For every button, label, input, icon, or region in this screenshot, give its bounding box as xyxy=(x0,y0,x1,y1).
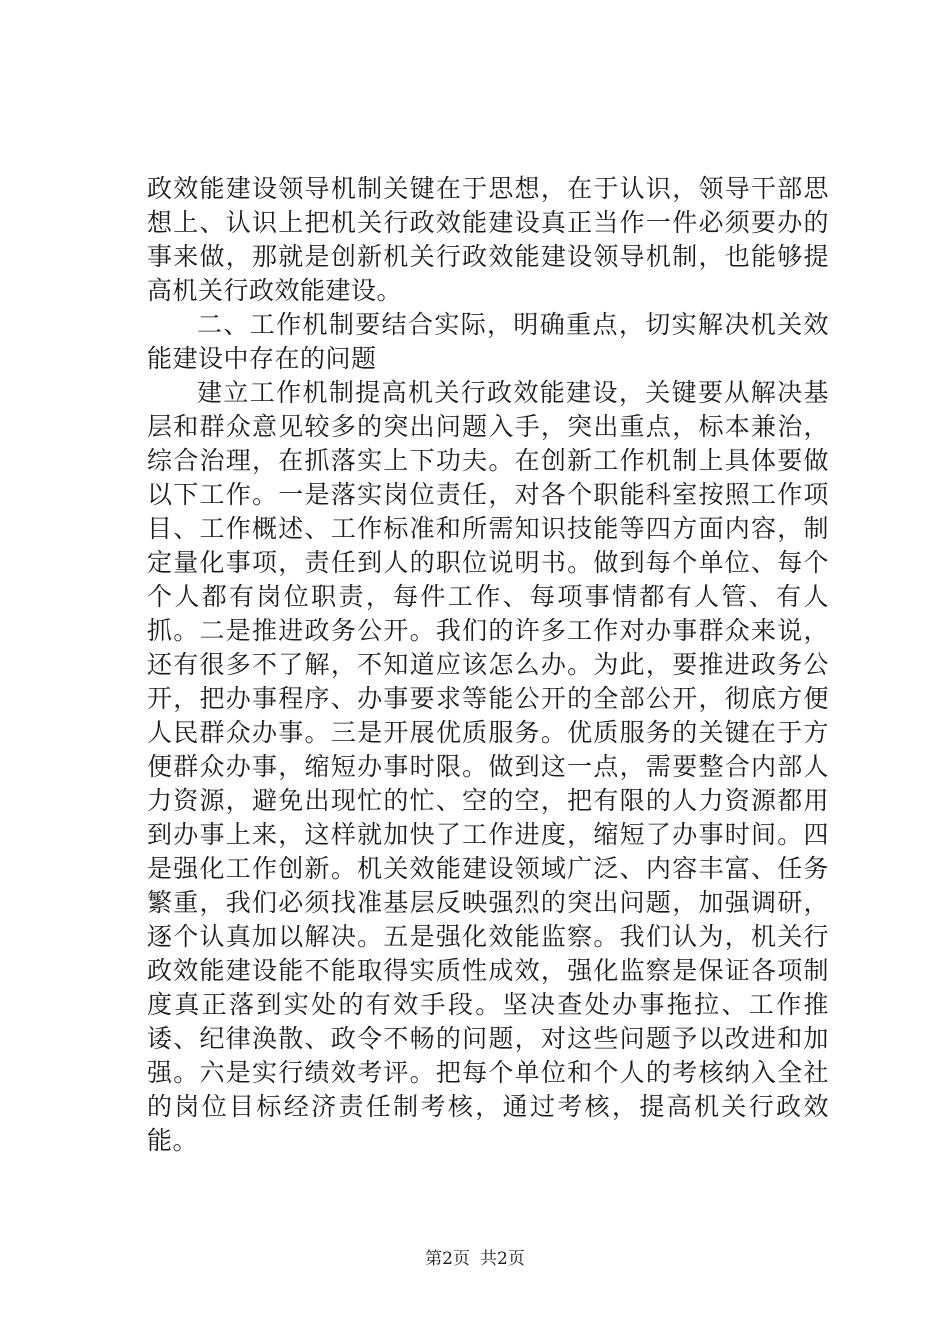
document-body xyxy=(147,172,829,1158)
section-heading: 二、工作机制要结合实际，明确重点，切实解决机关效能建设中存在的问题 xyxy=(147,310,829,373)
paragraph-work-mechanism: 建立工作机制提高机关行政效能建设，关键要从解决基层和群众意见较多的突出问题入手，突出重点，标本兼治，综合治理，在抓落实上下功夫。在创新工作机制上具体要做以下工作。一是落实岗位责任，对各个职能科室按照工作项目、工作概述、工作标准和所需知识技能等四方面内容，制定量化事项，责任到人的职位说明书。做到每个单位、每个个人都有岗位职责，每件工作、每项事情都有人管、有人抓。二是推进政务公开。我们的许多工作对办事群众来说，还有很多不了解，不知道应该怎么办。为此，要推进政务公开，把办事程序、办事要求等能公开的全部公开，彻底方便人民群众办事。三是开展优质服务。优质服务的关键在于方便群众办事，缩短办事时限。做到这一点，需要整合内部人力资源，避免出现忙的忙、空的空，把有限的人力资源都用到办事上来，这样就加快了工作进度，缩短了办事时间。四是强化工作创新。机关效能建设领域广泛、内容丰富、任务繁重，我们必须找准基层反映强烈的突出问题，加强调研，逐个认真加以解决。五是强化效能监察。我们认为，机关行政效能建设能不能取得实质性成效，强化监察是保证各项制度真正落到实处的有效手段。坚决查处办事拖拉、工作推诿、纪律涣散、政令不畅的问题，对这些问题予以改进和加强。六是实行绩效考评。把每个单位和个人的考核纳入全社的岗位目标经济责任制考核，通过考核，提高机关行政效能。 xyxy=(147,378,829,1155)
page-number: 第2页 xyxy=(425,1249,470,1269)
paragraph-continuation: 政效能建设领导机制关键在于思想，在于认识，领导干部思想上、认识上把机关行政效能建设真正当作一件必须要办的事来做，那就是创新机关行政效能建设领导机制，也能够提高机关行政效能建设。 xyxy=(147,174,829,305)
page-total: 共2页 xyxy=(480,1249,525,1269)
page-footer xyxy=(0,1244,950,1269)
